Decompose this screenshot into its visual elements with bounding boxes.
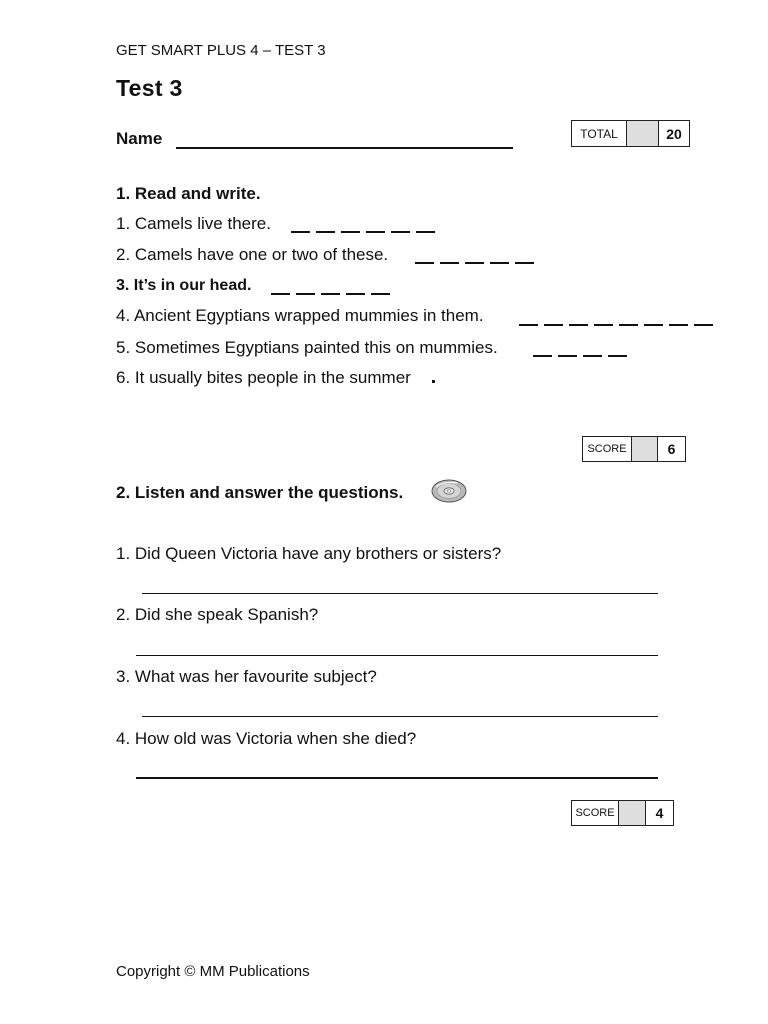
section-2-score-field[interactable] [619,801,646,825]
question-2-2: 2. Did she speak Spanish? [116,605,319,624]
answer-line-2-2[interactable] [136,655,658,656]
total-label: TOTAL [572,121,627,146]
cd-icon[interactable] [430,478,468,504]
section-2-title: 2. Listen and answer the questions. [116,483,404,502]
copyright-footer: Copyright © MM Publications [116,963,310,980]
question-2-4: 4. How old was Victoria when she died? [116,729,417,748]
section-1-score-field[interactable] [632,437,658,461]
section-1-title: 1. Read and write. [116,184,261,203]
name-label: Name [116,129,163,148]
answer-blanks-1-1[interactable] [291,231,435,233]
section-2-score-box [571,800,674,826]
answer-blanks-1-5[interactable] [533,355,627,357]
question-2-3: 3. What was her favourite subject? [116,667,377,686]
section-1-score-box [582,436,686,462]
total-box [571,120,690,147]
page-title: Test 3 [116,75,183,101]
question-1-6: 6. It usually bites people in the summer [116,368,411,387]
question-1-3: 3. It’s in our head. [116,277,252,294]
answer-blanks-1-2[interactable] [415,262,534,264]
question-1-2: 2. Camels have one or two of these. [116,245,389,264]
name-field[interactable] [176,147,513,149]
question-1-4: 4. Ancient Egyptians wrapped mummies in them. [116,306,484,325]
section-1-score-value: 6 [667,441,676,457]
answer-line-2-1[interactable] [142,593,658,594]
total-score-field[interactable] [627,121,659,146]
question-1-5: 5. Sometimes Egyptians painted this on mummies. [116,338,498,357]
answer-line-2-3[interactable] [142,716,658,717]
section-1-score-label: SCORE [583,437,632,461]
total-value: 20 [666,125,682,142]
question-1-1: 1. Camels live there. [116,214,271,233]
section-2-score-label: SCORE [572,801,619,825]
answer-blanks-1-4[interactable] [519,324,713,326]
question-2-1: 1. Did Queen Victoria have any brothers or sisters? [116,544,502,563]
period-mark [432,380,435,383]
section-2-score-value: 4 [655,805,664,821]
answer-line-2-4[interactable] [136,777,658,779]
page-header: GET SMART PLUS 4 – TEST 3 [116,42,326,59]
answer-blanks-1-3[interactable] [271,293,390,295]
